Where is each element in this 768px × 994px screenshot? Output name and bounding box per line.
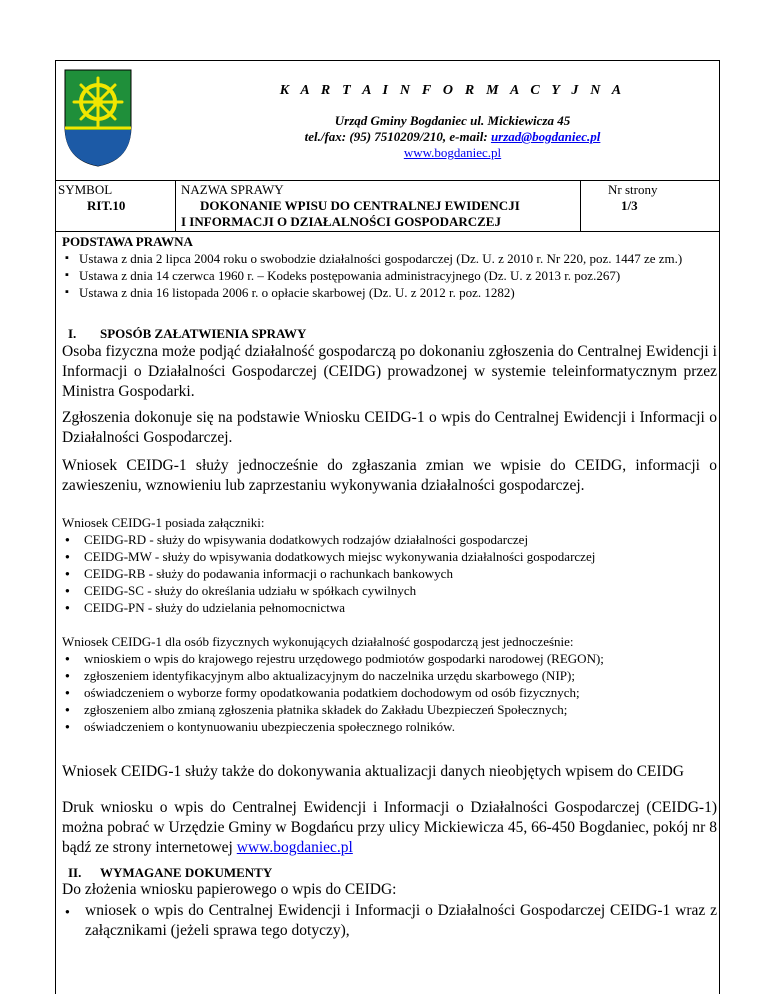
office-address bbox=[185, 113, 720, 161]
website-link-body[interactable]: www.bogdaniec.pl bbox=[236, 839, 353, 856]
office-line-2 bbox=[185, 129, 720, 145]
section-1-heading bbox=[62, 326, 306, 342]
simultaneous-list bbox=[62, 650, 717, 735]
case-label: NAZWA SPRAWY bbox=[181, 182, 284, 197]
simultaneous-block bbox=[62, 633, 717, 735]
page-value: 1/3 bbox=[621, 198, 638, 213]
simultaneous-item: ● oświadczeniem o kontynuowaniu ubezpieczenia społecznego rolników. bbox=[62, 718, 717, 735]
website-line bbox=[185, 145, 720, 161]
header-col-divider-1 bbox=[175, 180, 176, 231]
office-line-1: Urząd Gminy Bogdaniec ul. Mickiewicza 45 bbox=[334, 113, 571, 128]
legal-basis-heading: PODSTAWA PRAWNA bbox=[62, 234, 193, 249]
page-label: Nr strony bbox=[608, 182, 658, 197]
simultaneous-item: ● zgłoszeniem albo zmianą zgłoszenia płatnika składek do Zakładu Ubezpieczeń Społecznych; bbox=[62, 701, 717, 718]
legal-basis-item: ▪ Ustawa z dnia 16 listopada 2006 r. o opłacie skarbowej (Dz. U. z 2012 r. poz. 1282) bbox=[62, 284, 717, 301]
legal-basis-item: ▪ Ustawa z dnia 14 czerwca 1960 r. – Kodeks postępowania administracyjnego (Dz. U. z 2013 r. poz.267) bbox=[62, 267, 717, 284]
section-1-paragraph-2: Zgłoszenia dokonuje się na podstawie Wniosku CEIDG-1 o wpis do Centralnej Ewidencji i Informacji o Działalności Gospodarczej. bbox=[62, 409, 717, 446]
case-name-line-2: I INFORMACJI O DZIAŁALNOŚCI GOSPODARCZEJ bbox=[181, 214, 501, 229]
attachments-block bbox=[62, 514, 717, 616]
simultaneous-item: ● zgłoszeniem identyfikacyjnym albo aktualizacyjnym do naczelnika urzędu skarbowego (NIP); bbox=[62, 667, 717, 684]
website-link[interactable]: www.bogdaniec.pl bbox=[403, 145, 502, 160]
section-2-title: WYMAGANE DOKUMENTY bbox=[100, 865, 273, 880]
legal-basis-item: ▪ Ustawa z dnia 2 lipca 2004 roku o swobodzie działalności gospodarczej (Dz. U. z 2010 r. Nr 220, poz. 1447 ze zm.) bbox=[62, 250, 717, 267]
section-2-list-block bbox=[62, 901, 717, 941]
required-document-item: ● wniosek o wpis do Centralnej Ewidencji i Informacji o Działalności Gospodarczej CEIDG-1 wraz z załącznikami (jeżeli sprawa tego dotyczy), bbox=[62, 901, 717, 941]
section-1-paragraph-4: Wniosek CEIDG-1 służy także do dokonywania aktualizacji danych nieobjętych wpisem do CEIDG bbox=[62, 763, 684, 780]
attachment-item: ● CEIDG-RB - służy do podawania informacji o rachunkach bankowych bbox=[62, 565, 717, 582]
simultaneous-intro: Wniosek CEIDG-1 dla osób fizycznych wykonujących działalność gospodarczą jest jednocześnie: bbox=[62, 634, 574, 649]
attachment-item: ● CEIDG-PN - służy do udzielania pełnomocnictwa bbox=[62, 599, 717, 616]
legal-basis-list bbox=[62, 250, 717, 301]
legal-basis bbox=[62, 233, 717, 301]
symbol-value: RIT.10 bbox=[87, 198, 126, 213]
section-2-intro: Do złożenia wniosku papierowego o wpis do CEIDG: bbox=[62, 881, 397, 898]
simultaneous-item: ● oświadczeniem o wyborze formy opodatkowania podatkiem dochodowym od osób fizycznych; bbox=[62, 684, 717, 701]
header-col-divider-2 bbox=[580, 180, 581, 231]
section-2-heading bbox=[62, 865, 272, 881]
coat-of-arms-icon bbox=[63, 68, 133, 168]
section-1-number: I. bbox=[68, 326, 77, 341]
attachment-item: ● CEIDG-SC - służy do określania udziału w spółkach cywilnych bbox=[62, 582, 717, 599]
section-2-number: II. bbox=[68, 865, 82, 880]
section-1-paragraph-5-text: Druk wniosku o wpis do Centralnej Ewidencji i Informacji o Działalności Gospodarczej (CEIDG-1) można pobrać w Urzędzie Gminy w Bogdańcu przy ulicy Mickiewicza 45, 66-450 Bogdaniec, pokój nr 8 bądź ze strony internetowej bbox=[62, 799, 717, 856]
office-contact: tel./fax: (95) 7510209/210, e-mail: bbox=[304, 129, 491, 144]
header-divider bbox=[55, 180, 720, 181]
simultaneous-item: ● wnioskiem o wpis do krajowego rejestru urzędowego podmiotów gospodarki narodowej (REGON); bbox=[62, 650, 717, 667]
section-1-paragraph-1: Osoba fizyczna może podjąć działalność gospodarczą po dokonaniu zgłoszenia do Centralnej Ewidencji i Informacji o Działalności Gospodarczej (CEIDG) prowadzonej w systemie teleinformatycznym przez Ministra Gospodarki. bbox=[62, 343, 717, 400]
attachment-item: ● CEIDG-RD - służy do wpisywania dodatkowych rodzajów działalności gospodarczej bbox=[62, 531, 717, 548]
symbol-label: SYMBOL bbox=[58, 182, 113, 197]
attachments-intro: Wniosek CEIDG-1 posiada załączniki: bbox=[62, 515, 265, 530]
header-table-bottom bbox=[55, 231, 720, 232]
required-documents-list bbox=[62, 901, 717, 941]
email-link[interactable]: urzad@bogdaniec.pl bbox=[490, 129, 601, 144]
section-1-paragraph-5 bbox=[62, 798, 717, 858]
section-1-paragraph-3: Wniosek CEIDG-1 służy jednocześnie do zgłaszania zmian we wpisie do CEIDG, informacji o zawieszeniu, wznowieniu lub zaprzestaniu wykonywania działalności gospodarczej. bbox=[62, 457, 717, 494]
section-1-title: SPOSÓB ZAŁATWIENIA SPRAWY bbox=[100, 326, 307, 341]
attachment-item: ● CEIDG-MW - służy do wpisywania dodatkowych miejsc wykonywania działalności gospodarczej bbox=[62, 548, 717, 565]
attachments-list bbox=[62, 531, 717, 616]
case-name-line-1: DOKONANIE WPISU DO CENTRALNEJ EWIDENCJI bbox=[200, 198, 520, 213]
page-title: K A R T A I N F O R M A C Y J N A bbox=[279, 83, 626, 98]
